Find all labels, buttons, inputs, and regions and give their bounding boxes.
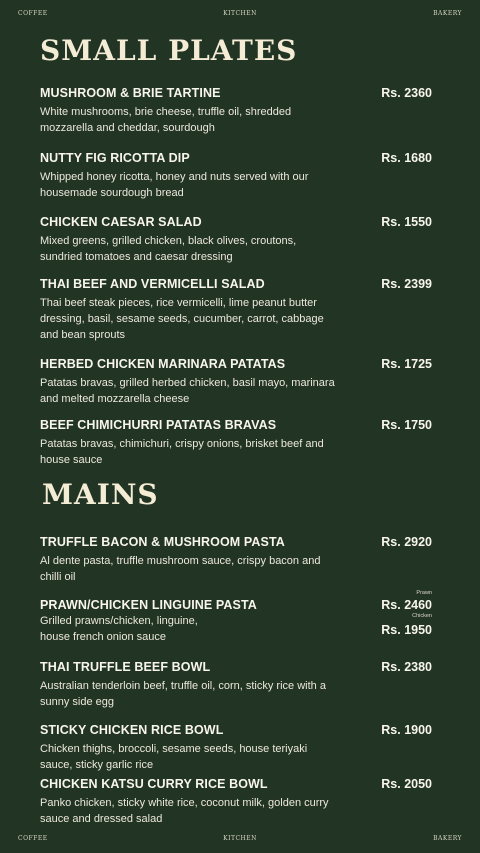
item-name: THAI BEEF AND VERMICELLI SALAD — [40, 277, 265, 291]
menu-item — [40, 151, 440, 201]
item-description: Patatas bravas, chimichuri, crispy onions, brisket beef and house sauce — [40, 438, 324, 466]
menu-item — [40, 590, 440, 645]
item-description: Whipped honey ricotta, honey and nuts served with our housemade sourdough bread — [40, 171, 309, 199]
menu-item — [40, 660, 440, 710]
item-description: White mushrooms, brie cheese, truffle oil, shredded mozzarella and cheddar, sourdough — [40, 106, 292, 134]
variant-price-chicken: Rs. 1950 — [381, 623, 432, 637]
item-price: Rs. 1900 — [381, 723, 432, 737]
variant-label-chicken: Chicken — [412, 613, 432, 619]
item-description: Chicken thighs, broccoli, sesame seeds, house teriyaki sauce, sticky garlic rice — [40, 743, 308, 771]
item-name: BEEF CHIMICHURRI PATATAS BRAVAS — [40, 418, 277, 432]
section-title-mains: MAINS — [42, 478, 159, 511]
item-description: Mixed greens, grilled chicken, black olives, croutons, sundried tomatoes and caesar dressing — [40, 235, 297, 263]
bottom-nav — [0, 835, 480, 851]
menu-item — [40, 535, 440, 585]
item-name: STICKY CHICKEN RICE BOWL — [40, 723, 224, 737]
menu-item — [40, 86, 440, 136]
top-nav — [0, 10, 480, 26]
item-price: Rs. 2360 — [381, 86, 432, 100]
item-price: Rs. 2380 — [381, 660, 432, 674]
section-title-small-plates: SMALL PLATES — [40, 34, 298, 67]
menu-item — [40, 777, 440, 827]
item-name: PRAWN/CHICKEN LINGUINE PASTA — [40, 598, 257, 612]
variant-label-prawn: Prawn — [416, 590, 432, 596]
menu-item — [40, 215, 440, 265]
item-name: NUTTY FIG RICOTTA DIP — [40, 151, 190, 165]
item-price: Rs. 2399 — [381, 277, 432, 291]
item-price: Rs. 2050 — [381, 777, 432, 791]
menu-item — [40, 357, 440, 407]
item-name: HERBED CHICKEN MARINARA PATATAS — [40, 357, 286, 371]
item-description: Panko chicken, sticky white rice, coconut milk, golden curry sauce and dressed salad — [40, 797, 329, 825]
item-name: CHICKEN CAESAR SALAD — [40, 215, 202, 229]
item-name: THAI TRUFFLE BEEF BOWL — [40, 660, 211, 674]
item-price: Rs. 1750 — [381, 418, 432, 432]
menu-item — [40, 723, 440, 773]
variant-price-prawn: Rs. 2460 — [381, 598, 432, 612]
item-name: TRUFFLE BACON & MUSHROOM PASTA — [40, 535, 285, 549]
item-price: Rs. 1680 — [381, 151, 432, 165]
item-price: Rs. 1725 — [381, 357, 432, 371]
item-description: Patatas bravas, grilled herbed chicken, basil mayo, marinara and melted mozzarella cheese — [40, 377, 335, 405]
menu-item — [40, 277, 440, 343]
nav-bakery[interactable]: BAKERY — [433, 10, 462, 17]
item-description: Australian tenderloin beef, truffle oil, corn, sticky rice with a sunny side egg — [40, 680, 326, 708]
nav-kitchen[interactable]: KITCHEN — [223, 10, 257, 17]
menu-item — [40, 418, 440, 468]
item-description: Al dente pasta, truffle mushroom sauce, crispy bacon and chilli oil — [40, 555, 321, 583]
nav-kitchen[interactable]: KITCHEN — [223, 835, 257, 842]
nav-coffee[interactable]: COFFEE — [18, 835, 48, 842]
item-name: CHICKEN KATSU CURRY RICE BOWL — [40, 777, 268, 791]
item-description: Grilled prawns/chicken, linguine, house french onion sauce — [40, 615, 198, 643]
nav-coffee[interactable]: COFFEE — [18, 10, 48, 17]
item-description: Thai beef steak pieces, rice vermicelli, lime peanut butter dressing, basil, sesame seeds, cucumber, carrot, cabbage and bean sprouts — [40, 297, 324, 341]
item-name: MUSHROOM & BRIE TARTINE — [40, 86, 221, 100]
item-price: Rs. 2920 — [381, 535, 432, 549]
nav-bakery[interactable]: BAKERY — [433, 835, 462, 842]
item-price: Rs. 1550 — [381, 215, 432, 229]
